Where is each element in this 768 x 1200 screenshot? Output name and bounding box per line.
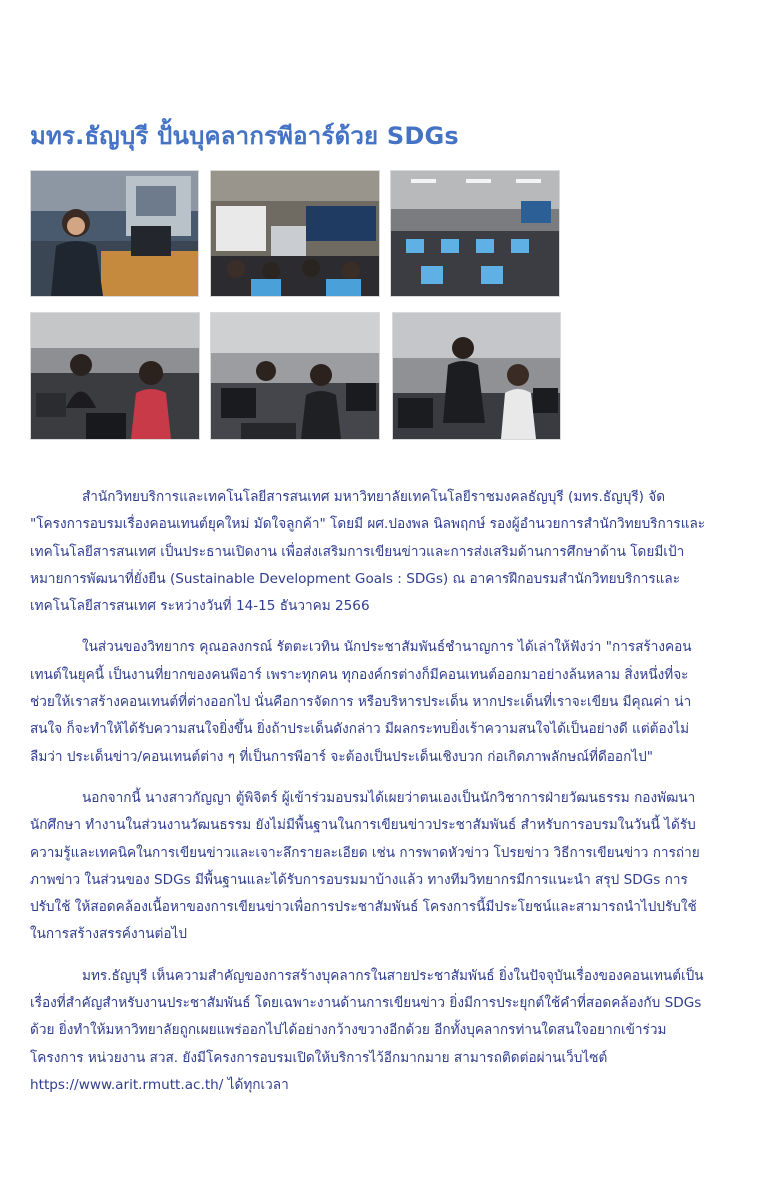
photo-participants-computers	[30, 312, 200, 440]
photo-women-monitors	[210, 312, 380, 440]
photo-computer-lab-wide	[390, 170, 560, 297]
photo-speaker-podium	[30, 170, 199, 297]
article-paragraph: นอกจากนี้ นางสาวกัญญา ตู้พิจิตร์ ผู้เข้าร่วมอบรมได้เผยว่าตนเองเป็นนักวิชาการฝ่ายวัฒนธรรม กองพัฒนานักศึกษา ทำงานในส่วนงานวัฒนธรรม ยังไม่มีพื้นฐานในการเขียนข่าวประชาสัมพันธ์ สำหรับการอบรมในวันนี้ ได้รับความรู้และเทคนิคในการเขียนข่าวและเจาะลึกรายละเอียด เช่น การพาดหัวข่าว โปรยข่าว วิธีการเขียนข่าว การถ่ายภาพข่าว ในส่วนของ SDGs มีพื้นฐานและได้รับการอบรมมาบ้างแล้ว ทางทีมวิทยากรมีการแนะนำ สรุป SDGs การปรับใช้ ให้สอดคล้องเนื้อหาของการเขียนข่าวเพื่อการประชาสัมพันธ์ โครงการนี้มีประโยชน์และสามารถนำไปปรับใช้ในการสร้างสรรค์งานต่อไป	[30, 789, 700, 943]
article-body	[30, 484, 706, 1113]
article-title: มทร.ธัญบุรี ปั้นบุคลากรพีอาร์ด้วย SDGs	[30, 122, 459, 150]
article-paragraph: สำนักวิทยบริการและเทคโนโลยีสารสนเทศ มหาวิทยาลัยเทคโนโลยีราชมงคลธัญบุรี (มทร.ธัญบุรี) จัด "โครงการอบรมเรื่องคอนเทนต์ยุคใหม่ มัดใจลูกค้า" โดยมี ผศ.ปองพล นิลพฤกษ์ รองผู้อำนวยการสำนักวิทยบริการและเทคโนโลยีสารสนเทศ เป็นประธานเปิดงาน เพื่อส่งเสริมการเขียนข่าวและการส่งเสริมด้านการศึกษาด้าน โดยมีเป้าหมายการพัฒนาที่ยั่งยืน (Sustainable Development Goals : SDGs) ณ อาคารฝึกอบรมสำนักวิทยบริการและเทคโนโลยีสารสนเทศ ระหว่างวันที่ 14-15 ธันวาคม 2566	[30, 489, 706, 615]
photo-trainer-explaining	[392, 312, 561, 440]
article-paragraph: มทร.ธัญบุรี เห็นความสำคัญของการสร้างบุคลากรในสายประชาสัมพันธ์ ยิ่งในปัจจุบันเรื่องของคอนเทนต์เป็นเรื่องที่สำคัญสำหรับงานประชาสัมพันธ์ โดยเฉพาะงานด้านการเขียนข่าว ยิ่งมีการประยุกต์ใช้คำที่สอดคล้องกับ SDGs ด้วย ยิ่งทำให้มหาวิทยาลัยถูกเผยแพร่ออกไปได้อย่างกว้างขวางอีกด้วย อีกทั้งบุคลากรท่านใดสนใจอยากเข้าร่วมโครงการ หน่วยงาน สวส. ยังมีโครงการอบรมเปิดให้บริการไว้อีกมากมาย สามารถติดต่อผ่านเว็บไซต์ https://www.arit.rmutt.ac.th/ ได้ทุกเวลา	[30, 967, 704, 1093]
photo-classroom-board	[210, 170, 380, 297]
article-paragraph: ในส่วนของวิทยากร คุณอลงกรณ์ รัตตะเวทิน นักประชาสัมพันธ์ชำนาญการ ได้เล่าให้ฟังว่า "การสร้างคอนเทนต์ในยุคนี้ เป็นงานที่ยากของคนพีอาร์ เพราะทุกคน ทุกองค์กรต่างก็มีคอนเทนต์ออกมาอย่างล้นหลาม สิ่งหนึ่งที่จะช่วยให้เราสร้างคอนเทนต์ที่ต่างออกไป นั่นคือการจัดการ หรือบริหารประเด็น หากประเด็นที่เราจะเขียน มีคุณค่า น่าสนใจ ก็จะทำให้ได้รับความสนใจยิ่งขึ้น ยิ่งถ้าประเด็นดังกล่าว มีผลกระทบยิ่งเร้าความสนใจได้เป็นอย่างดี แต่ต้องไม่ลืมว่า ประเด็นข่าว/คอนเทนต์ต่าง ๆ ที่เป็นการพีอาร์ จะต้องเป็นประเด็นเชิงบวก ก่อเกิดภาพลักษณ์ที่ดีออกไป"	[30, 639, 692, 765]
